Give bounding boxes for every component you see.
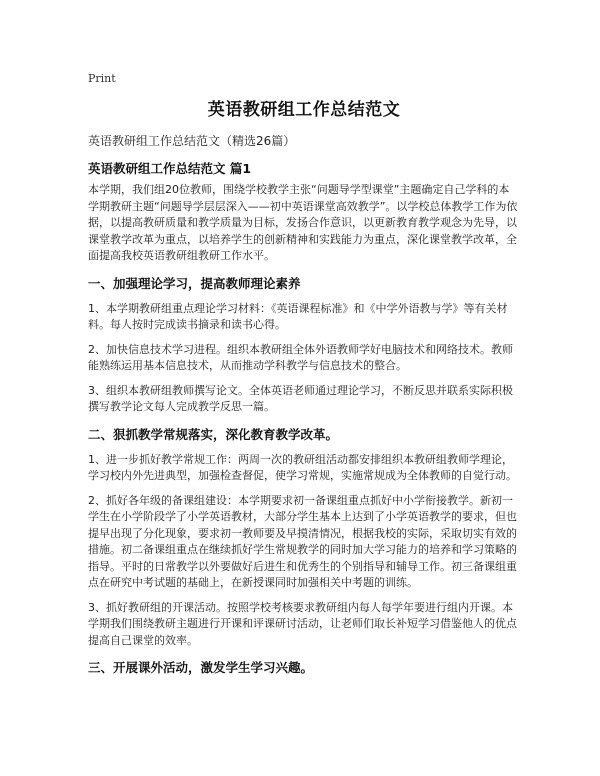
document-subtitle: 英语教研组工作总结范文（精选26篇） bbox=[88, 134, 296, 148]
section-paragraph: 3、抓好教研组的开课活动。按照学校考核要求教研组内每人每学年要进行组内开课。本学期我们围绕教研主题进行开课和评课研讨活动，让老师们取长补短学习借鉴他人的优点提高自己课堂的效率。 bbox=[88, 600, 517, 647]
page-title: 英语教研组工作总结范文 bbox=[207, 100, 401, 120]
section-paragraph: 1、进一步抓好教学常规工作：两周一次的教研组活动都安排组织本教研组教师学理论，学习校内外先进典型，加强检查督促，使学习常规，实施常规成为全体教师的自觉行动。 bbox=[88, 452, 517, 482]
section-paragraph: 3、组织本教研组教师撰写论文。全体英语老师通过理论学习，不断反思并联系实际积极撰写教学论文每人完成教学反思一篇。 bbox=[88, 383, 513, 413]
section-heading: 一、加强理论学习，提高教师理论素养 bbox=[88, 275, 301, 291]
article-heading: 英语教研组工作总结范文 篇1 bbox=[88, 161, 252, 176]
section-paragraph: 2、抓好各年级的备课组建设：本学期要求初一备课组重点抓好中小学衔接教学。新初一学生在小学阶段学了小学英语教材，大部分学生基本上达到了小学英语教学的要求，但也提早出现了分化现象，要求初一教师要及早摸清情况，根据我校的实际，采取切实有效的措施。初二备课组重点在继续抓好学生常规教学的同时加大学习能力的培养和学习策略的指导。平时的日常教学以外要做好后进生和优秀生的个别指导和辅导工作。初三备课组重点在研究中考试题的基础上，在新授课同时加强相关中考题的训练。 bbox=[88, 493, 517, 589]
section-paragraph: 1、本学期教研组重点理论学习材料：《英语课程标准》和《中学外语教与学》等有关材料。每人按时完成读书摘录和读书心得。 bbox=[88, 301, 508, 331]
section-paragraph: 2、加快信息技术学习进程。组织本教研组全体外语教师学好电脑技术和网络技术。教师能熟练运用基本信息技术，从而推动学科教学与信息技术的整合。 bbox=[88, 342, 513, 372]
article bbox=[88, 98, 520, 677]
intro-paragraph: 本学期，我们组20位教师，围绕学校教学主张“问题导学型课堂”主题确定自己学科的本学期教研主题“问题导学层层深入——初中英语课堂高效教学”。以学校总体教学工作为依据，以提高教研质量和教学质量为目标，发扬合作意识，以更新教育教学观念为先导，以课堂教学改革为重点，以培养学生的创新精神和实践能力为重点，深化课堂教学改革，全面提高我校英语教研组教研工作水平。 bbox=[88, 183, 518, 262]
section-heading: 三、开展课外活动，激发学生学习兴趣。 bbox=[88, 660, 314, 675]
print-link[interactable]: Print bbox=[88, 72, 116, 85]
section-heading: 二、狠抓教学常规落实，深化教育教学改革。 bbox=[88, 426, 339, 442]
